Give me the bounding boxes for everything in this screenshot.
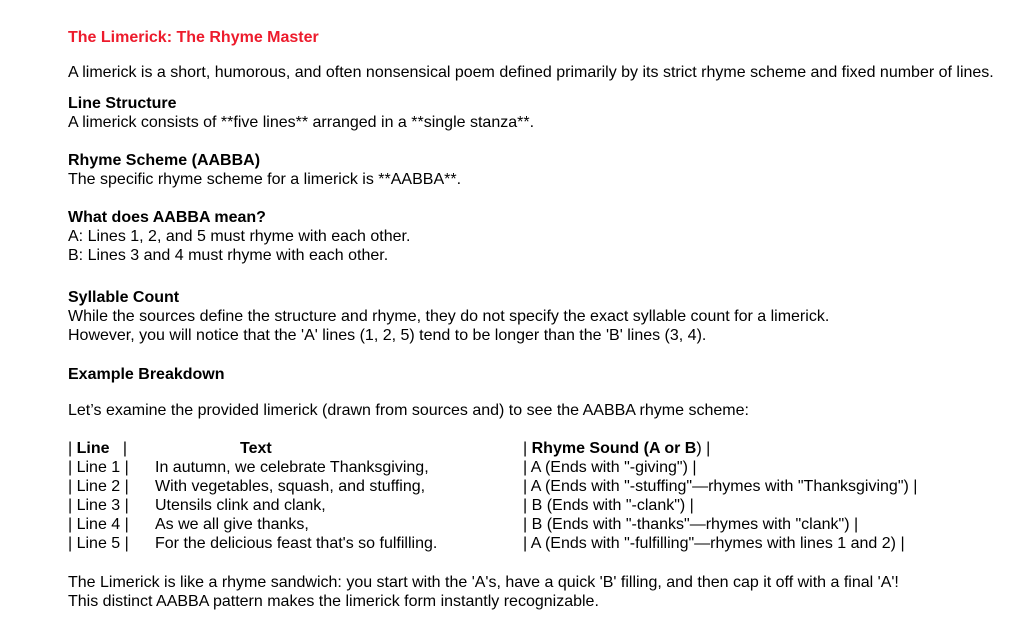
section-text: The specific rhyme scheme for a limerick is **AABBA**. (68, 171, 462, 188)
table-row (68, 534, 1030, 553)
section-rhyme-scheme (68, 151, 1030, 189)
cell-line: | Line 5 | (68, 535, 129, 552)
table-row (68, 515, 1030, 534)
section-text: While the sources define the structure and rhyme, they do not specify the exact syllable count for a limerick. (68, 308, 830, 325)
table-header-row (68, 439, 1030, 458)
section-syllable-count (68, 288, 1030, 345)
closing-text: The Limerick is like a rhyme sandwich: you start with the 'A's, have a quick 'B' filling, and then cap it off with a final 'A'! (68, 574, 899, 591)
closing-text: This distinct AABBA pattern makes the limerick form instantly recognizable. (68, 593, 599, 610)
cell-line: | Line 2 | (68, 478, 129, 495)
cell-line: | Line 4 | (68, 516, 129, 533)
section-text: B: Lines 3 and 4 must rhyme with each other. (68, 247, 389, 264)
table-row (68, 477, 1030, 496)
example-lead: Let’s examine the provided limerick (drawn from sources and) to see the AABBA rhyme scheme: (68, 402, 749, 419)
pipe: | (523, 440, 532, 457)
table-header-rhyme (523, 439, 1030, 458)
section-heading: Rhyme Scheme (AABBA) (68, 152, 261, 169)
section-text: A limerick consists of **five lines** arranged in a **single stanza**. (68, 114, 535, 131)
pipe: | (109, 440, 127, 457)
section-aabba-meaning (68, 208, 1030, 265)
cell-text: With vegetables, squash, and stuffing, (155, 478, 426, 495)
cell-rhyme: | A (Ends with "-fulfilling"—rhymes with lines 1 and 2) | (523, 535, 905, 552)
cell-text: In autumn, we celebrate Thanksgiving, (155, 459, 429, 476)
table-header-text: Text (240, 440, 272, 457)
cell-rhyme: | B (Ends with "-clank") | (523, 497, 694, 514)
cell-text: Utensils clink and clank, (155, 497, 326, 514)
table-row (68, 458, 1030, 477)
intro-paragraph: A limerick is a short, humorous, and often nonsensical poem defined primarily by its strict rhyme scheme and fixed number of lines. (68, 64, 994, 81)
cell-rhyme: | B (Ends with "-thanks"—rhymes with "clank") | (523, 516, 859, 533)
table-header-line (68, 439, 155, 458)
header-rhyme-label: Rhyme Sound (A or B (531, 440, 697, 457)
section-heading: Syllable Count (68, 289, 180, 306)
cell-rhyme: | A (Ends with "-stuffing"—rhymes with "Thanksgiving") | (523, 478, 918, 495)
pipe: ) | (696, 440, 711, 457)
section-text: However, you will notice that the 'A' lines (1, 2, 5) tend to be longer than the 'B' lines (3, 4). (68, 327, 707, 344)
table-row (68, 496, 1030, 515)
cell-text: As we all give thanks, (155, 516, 309, 533)
section-heading: Line Structure (68, 95, 177, 112)
section-heading: What does AABBA mean? (68, 209, 266, 226)
cell-text: For the delicious feast that's so fulfilling. (155, 535, 438, 552)
rhyme-table (68, 439, 1030, 553)
cell-line: | Line 1 | (68, 459, 129, 476)
section-line-structure (68, 94, 1030, 132)
pipe: | (68, 440, 77, 457)
cell-line: | Line 3 | (68, 497, 129, 514)
section-text: A: Lines 1, 2, and 5 must rhyme with each other. (68, 228, 411, 245)
example-heading: Example Breakdown (68, 366, 225, 383)
closing-paragraph (68, 573, 1030, 611)
page-title: The Limerick: The Rhyme Master (68, 29, 319, 46)
cell-rhyme: | A (Ends with "-giving") | (523, 459, 697, 476)
header-line-label: Line (76, 440, 110, 457)
